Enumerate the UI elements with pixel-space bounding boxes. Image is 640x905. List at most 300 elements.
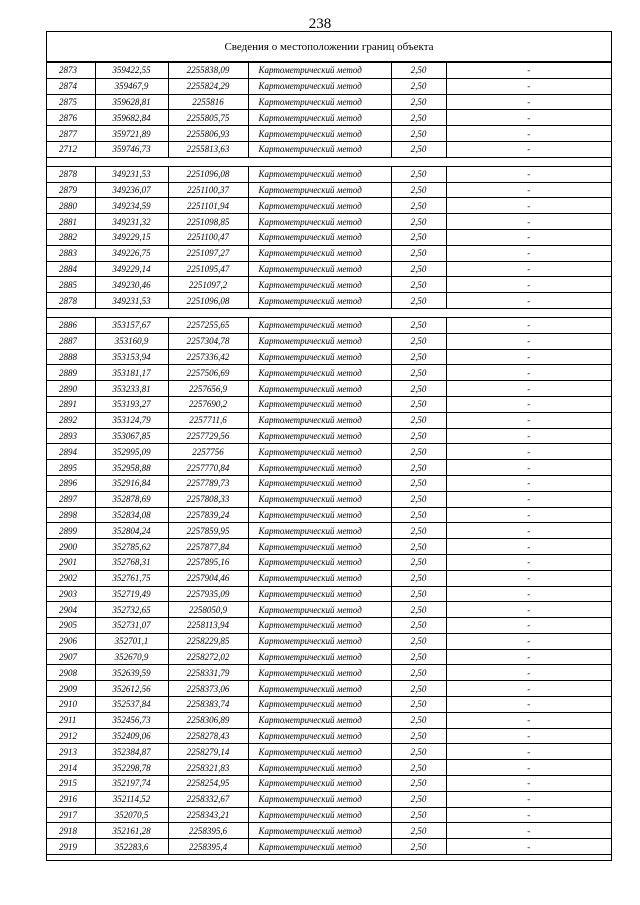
description-cell: -: [446, 523, 611, 539]
accuracy-cell: 2,50: [391, 475, 446, 491]
method-cell: Картометрический метод: [248, 317, 391, 333]
x-coordinate-cell: 359467,9: [95, 78, 168, 94]
point-number-cell: 2911: [47, 712, 95, 728]
description-cell: -: [446, 277, 611, 293]
y-coordinate-cell: 2258395,4: [168, 839, 248, 855]
method-cell: Картометрический метод: [248, 475, 391, 491]
y-coordinate-cell: 2258383,74: [168, 697, 248, 713]
table-row: [47, 539, 611, 555]
description-cell: -: [446, 586, 611, 602]
accuracy-cell: 2,50: [391, 214, 446, 230]
method-cell: Картометрический метод: [248, 293, 391, 309]
x-coordinate-cell: 352639,59: [95, 665, 168, 681]
point-number-cell: 2918: [47, 823, 95, 839]
table-row: [47, 166, 611, 182]
y-coordinate-cell: 2257808,33: [168, 491, 248, 507]
table-row: [47, 776, 611, 792]
point-number-cell: 2892: [47, 412, 95, 428]
y-coordinate-cell: 2258343,21: [168, 807, 248, 823]
table-row: [47, 586, 611, 602]
description-cell: -: [446, 776, 611, 792]
accuracy-cell: 2,50: [391, 602, 446, 618]
x-coordinate-cell: 353160,9: [95, 333, 168, 349]
group-separator-cell: [47, 308, 611, 317]
accuracy-cell: 2,50: [391, 396, 446, 412]
point-number-cell: 2889: [47, 365, 95, 381]
x-coordinate-cell: 352804,24: [95, 523, 168, 539]
x-coordinate-cell: 352719,49: [95, 586, 168, 602]
boundary-points-table: [47, 62, 611, 855]
x-coordinate-cell: 349236,07: [95, 182, 168, 198]
point-number-cell: 2913: [47, 744, 95, 760]
method-cell: Картометрический метод: [248, 460, 391, 476]
x-coordinate-cell: 352197,74: [95, 776, 168, 792]
x-coordinate-cell: 352878,69: [95, 491, 168, 507]
table-row: [47, 618, 611, 634]
method-cell: Картометрический метод: [248, 491, 391, 507]
accuracy-cell: 2,50: [391, 444, 446, 460]
method-cell: Картометрический метод: [248, 586, 391, 602]
y-coordinate-cell: 2257895,16: [168, 554, 248, 570]
description-cell: -: [446, 791, 611, 807]
y-coordinate-cell: 2255806,93: [168, 126, 248, 142]
table-row: [47, 649, 611, 665]
x-coordinate-cell: 353067,85: [95, 428, 168, 444]
y-coordinate-cell: 2257506,69: [168, 365, 248, 381]
accuracy-cell: 2,50: [391, 507, 446, 523]
table-header-title: Сведения о местоположении границ объекта: [47, 32, 611, 62]
point-number-cell: 2908: [47, 665, 95, 681]
accuracy-cell: 2,50: [391, 261, 446, 277]
accuracy-cell: 2,50: [391, 712, 446, 728]
method-cell: Картометрический метод: [248, 839, 391, 855]
table-row: [47, 823, 611, 839]
method-cell: Картометрический метод: [248, 141, 391, 157]
description-cell: -: [446, 460, 611, 476]
description-cell: -: [446, 214, 611, 230]
point-number-cell: 2888: [47, 349, 95, 365]
accuracy-cell: 2,50: [391, 744, 446, 760]
x-coordinate-cell: 349234,59: [95, 198, 168, 214]
point-number-cell: 2874: [47, 78, 95, 94]
y-coordinate-cell: 2257729,56: [168, 428, 248, 444]
point-number-cell: 2905: [47, 618, 95, 634]
point-number-cell: 2903: [47, 586, 95, 602]
method-cell: Картометрический метод: [248, 728, 391, 744]
description-cell: -: [446, 63, 611, 79]
x-coordinate-cell: 352384,87: [95, 744, 168, 760]
accuracy-cell: 2,50: [391, 428, 446, 444]
description-cell: -: [446, 412, 611, 428]
method-cell: Картометрический метод: [248, 697, 391, 713]
y-coordinate-cell: 2257935,09: [168, 586, 248, 602]
method-cell: Картометрический метод: [248, 681, 391, 697]
method-cell: Картометрический метод: [248, 760, 391, 776]
point-number-cell: 2881: [47, 214, 95, 230]
table-row: [47, 333, 611, 349]
group-separator-row: [47, 157, 611, 166]
table-row: [47, 317, 611, 333]
point-number-cell: 2880: [47, 198, 95, 214]
y-coordinate-cell: 2257656,9: [168, 381, 248, 397]
description-cell: -: [446, 166, 611, 182]
accuracy-cell: 2,50: [391, 126, 446, 142]
accuracy-cell: 2,50: [391, 349, 446, 365]
x-coordinate-cell: 352768,31: [95, 554, 168, 570]
table-row: [47, 744, 611, 760]
x-coordinate-cell: 359422,55: [95, 63, 168, 79]
x-coordinate-cell: 352731,07: [95, 618, 168, 634]
description-cell: -: [446, 110, 611, 126]
accuracy-cell: 2,50: [391, 823, 446, 839]
accuracy-cell: 2,50: [391, 198, 446, 214]
table-row: [47, 245, 611, 261]
point-number-cell: 2876: [47, 110, 95, 126]
x-coordinate-cell: 352958,88: [95, 460, 168, 476]
accuracy-cell: 2,50: [391, 760, 446, 776]
y-coordinate-cell: 2251100,37: [168, 182, 248, 198]
x-coordinate-cell: 352161,28: [95, 823, 168, 839]
y-coordinate-cell: 2258395,6: [168, 823, 248, 839]
accuracy-cell: 2,50: [391, 776, 446, 792]
method-cell: Картометрический метод: [248, 349, 391, 365]
description-cell: -: [446, 633, 611, 649]
x-coordinate-cell: 349230,46: [95, 277, 168, 293]
y-coordinate-cell: 2258229,85: [168, 633, 248, 649]
x-coordinate-cell: 359628,81: [95, 94, 168, 110]
table-row: [47, 365, 611, 381]
method-cell: Картометрический метод: [248, 261, 391, 277]
accuracy-cell: 2,50: [391, 586, 446, 602]
accuracy-cell: 2,50: [391, 460, 446, 476]
description-cell: -: [446, 333, 611, 349]
point-number-cell: 2915: [47, 776, 95, 792]
description-cell: -: [446, 475, 611, 491]
y-coordinate-cell: 2251098,85: [168, 214, 248, 230]
method-cell: Картометрический метод: [248, 428, 391, 444]
accuracy-cell: 2,50: [391, 412, 446, 428]
y-coordinate-cell: 2255805,75: [168, 110, 248, 126]
accuracy-cell: 2,50: [391, 681, 446, 697]
accuracy-cell: 2,50: [391, 539, 446, 555]
x-coordinate-cell: 349231,53: [95, 166, 168, 182]
description-cell: -: [446, 261, 611, 277]
description-cell: -: [446, 293, 611, 309]
table-row: [47, 277, 611, 293]
method-cell: Картометрический метод: [248, 63, 391, 79]
x-coordinate-cell: 349231,32: [95, 214, 168, 230]
x-coordinate-cell: 352298,78: [95, 760, 168, 776]
table-row: [47, 78, 611, 94]
method-cell: Картометрический метод: [248, 444, 391, 460]
method-cell: Картометрический метод: [248, 823, 391, 839]
table-row: [47, 523, 611, 539]
y-coordinate-cell: 2255813,63: [168, 141, 248, 157]
accuracy-cell: 2,50: [391, 791, 446, 807]
x-coordinate-cell: 349229,15: [95, 229, 168, 245]
method-cell: Картометрический метод: [248, 94, 391, 110]
y-coordinate-cell: 2251097,27: [168, 245, 248, 261]
method-cell: Картометрический метод: [248, 633, 391, 649]
y-coordinate-cell: 2258113,94: [168, 618, 248, 634]
table-row: [47, 570, 611, 586]
accuracy-cell: 2,50: [391, 381, 446, 397]
y-coordinate-cell: 2257336,42: [168, 349, 248, 365]
x-coordinate-cell: 353153,94: [95, 349, 168, 365]
description-cell: -: [446, 823, 611, 839]
description-cell: -: [446, 602, 611, 618]
x-coordinate-cell: 352070,5: [95, 807, 168, 823]
method-cell: Картометрический метод: [248, 365, 391, 381]
accuracy-cell: 2,50: [391, 141, 446, 157]
point-number-cell: 2896: [47, 475, 95, 491]
table-row: [47, 396, 611, 412]
accuracy-cell: 2,50: [391, 94, 446, 110]
x-coordinate-cell: 352612,56: [95, 681, 168, 697]
description-cell: -: [446, 349, 611, 365]
accuracy-cell: 2,50: [391, 618, 446, 634]
table-row: [47, 110, 611, 126]
description-cell: -: [446, 428, 611, 444]
y-coordinate-cell: 2258331,79: [168, 665, 248, 681]
description-cell: -: [446, 712, 611, 728]
table-row: [47, 214, 611, 230]
description-cell: -: [446, 182, 611, 198]
table-row: [47, 94, 611, 110]
description-cell: -: [446, 381, 611, 397]
method-cell: Картометрический метод: [248, 78, 391, 94]
point-number-cell: 2712: [47, 141, 95, 157]
description-cell: -: [446, 839, 611, 855]
table-row: [47, 126, 611, 142]
table-row: [47, 229, 611, 245]
table-row: [47, 349, 611, 365]
table-row: [47, 507, 611, 523]
method-cell: Картометрический метод: [248, 214, 391, 230]
point-number-cell: 2879: [47, 182, 95, 198]
accuracy-cell: 2,50: [391, 317, 446, 333]
accuracy-cell: 2,50: [391, 229, 446, 245]
method-cell: Картометрический метод: [248, 712, 391, 728]
accuracy-cell: 2,50: [391, 78, 446, 94]
table-row: [47, 760, 611, 776]
x-coordinate-cell: 352995,09: [95, 444, 168, 460]
table-row: [47, 554, 611, 570]
accuracy-cell: 2,50: [391, 365, 446, 381]
method-cell: Картометрический метод: [248, 539, 391, 555]
accuracy-cell: 2,50: [391, 697, 446, 713]
table-row: [47, 198, 611, 214]
accuracy-cell: 2,50: [391, 839, 446, 855]
x-coordinate-cell: 352114,52: [95, 791, 168, 807]
accuracy-cell: 2,50: [391, 491, 446, 507]
table-row: [47, 182, 611, 198]
y-coordinate-cell: 2257789,73: [168, 475, 248, 491]
y-coordinate-cell: 2258321,83: [168, 760, 248, 776]
table-row: [47, 63, 611, 79]
y-coordinate-cell: 2257839,24: [168, 507, 248, 523]
method-cell: Картометрический метод: [248, 126, 391, 142]
x-coordinate-cell: 352537,84: [95, 697, 168, 713]
accuracy-cell: 2,50: [391, 63, 446, 79]
table-row: [47, 261, 611, 277]
y-coordinate-cell: 2251100,47: [168, 229, 248, 245]
point-number-cell: 2878: [47, 166, 95, 182]
x-coordinate-cell: 352283,6: [95, 839, 168, 855]
table-row: [47, 475, 611, 491]
y-coordinate-cell: 2251095,47: [168, 261, 248, 277]
accuracy-cell: 2,50: [391, 182, 446, 198]
x-coordinate-cell: 353193,27: [95, 396, 168, 412]
point-number-cell: 2875: [47, 94, 95, 110]
y-coordinate-cell: 2258279,14: [168, 744, 248, 760]
y-coordinate-cell: 2251101,94: [168, 198, 248, 214]
table-body: [47, 63, 611, 855]
description-cell: -: [446, 126, 611, 142]
point-number-cell: 2907: [47, 649, 95, 665]
method-cell: Картометрический метод: [248, 333, 391, 349]
point-number-cell: 2900: [47, 539, 95, 555]
group-separator-row: [47, 308, 611, 317]
method-cell: Картометрический метод: [248, 182, 391, 198]
table-row: [47, 141, 611, 157]
y-coordinate-cell: 2257877,84: [168, 539, 248, 555]
y-coordinate-cell: 2251097,2: [168, 277, 248, 293]
table-row: [47, 460, 611, 476]
description-cell: -: [446, 649, 611, 665]
y-coordinate-cell: 2257904,46: [168, 570, 248, 586]
accuracy-cell: 2,50: [391, 523, 446, 539]
description-cell: -: [446, 744, 611, 760]
accuracy-cell: 2,50: [391, 110, 446, 126]
accuracy-cell: 2,50: [391, 166, 446, 182]
method-cell: Картометрический метод: [248, 412, 391, 428]
table-row: [47, 728, 611, 744]
x-coordinate-cell: 352916,84: [95, 475, 168, 491]
point-number-cell: 2914: [47, 760, 95, 776]
x-coordinate-cell: 353124,79: [95, 412, 168, 428]
y-coordinate-cell: 2257756: [168, 444, 248, 460]
table-row: [47, 665, 611, 681]
point-number-cell: 2884: [47, 261, 95, 277]
y-coordinate-cell: 2258272,02: [168, 649, 248, 665]
method-cell: Картометрический метод: [248, 523, 391, 539]
x-coordinate-cell: 353233,81: [95, 381, 168, 397]
point-number-cell: 2898: [47, 507, 95, 523]
method-cell: Картометрический метод: [248, 277, 391, 293]
table-row: [47, 293, 611, 309]
x-coordinate-cell: 352834,08: [95, 507, 168, 523]
description-cell: -: [446, 396, 611, 412]
point-number-cell: 2873: [47, 63, 95, 79]
point-number-cell: 2902: [47, 570, 95, 586]
description-cell: -: [446, 665, 611, 681]
accuracy-cell: 2,50: [391, 245, 446, 261]
x-coordinate-cell: 349229,14: [95, 261, 168, 277]
group-separator-cell: [47, 157, 611, 166]
accuracy-cell: 2,50: [391, 649, 446, 665]
point-number-cell: 2912: [47, 728, 95, 744]
description-cell: -: [446, 78, 611, 94]
table-row: [47, 412, 611, 428]
y-coordinate-cell: 2257304,78: [168, 333, 248, 349]
table-row: [47, 712, 611, 728]
method-cell: Картометрический метод: [248, 229, 391, 245]
point-number-cell: 2904: [47, 602, 95, 618]
y-coordinate-cell: 2258332,67: [168, 791, 248, 807]
y-coordinate-cell: 2257859,95: [168, 523, 248, 539]
description-cell: -: [446, 539, 611, 555]
description-cell: -: [446, 760, 611, 776]
page-number: 238: [308, 16, 332, 32]
x-coordinate-cell: 352732,65: [95, 602, 168, 618]
table-row: [47, 602, 611, 618]
method-cell: Картометрический метод: [248, 665, 391, 681]
table-row: [47, 839, 611, 855]
point-number-cell: 2883: [47, 245, 95, 261]
description-cell: -: [446, 697, 611, 713]
description-cell: -: [446, 317, 611, 333]
method-cell: Картометрический метод: [248, 807, 391, 823]
method-cell: Картометрический метод: [248, 618, 391, 634]
y-coordinate-cell: 2255824,29: [168, 78, 248, 94]
accuracy-cell: 2,50: [391, 633, 446, 649]
point-number-cell: 2877: [47, 126, 95, 142]
description-cell: -: [446, 491, 611, 507]
description-cell: -: [446, 807, 611, 823]
accuracy-cell: 2,50: [391, 728, 446, 744]
point-number-cell: 2919: [47, 839, 95, 855]
method-cell: Картометрический метод: [248, 649, 391, 665]
y-coordinate-cell: 2258278,43: [168, 728, 248, 744]
x-coordinate-cell: 349231,53: [95, 293, 168, 309]
point-number-cell: 2886: [47, 317, 95, 333]
accuracy-cell: 2,50: [391, 665, 446, 681]
table-row: [47, 681, 611, 697]
description-cell: -: [446, 94, 611, 110]
table-row: [47, 697, 611, 713]
point-number-cell: 2917: [47, 807, 95, 823]
point-number-cell: 2878: [47, 293, 95, 309]
method-cell: Картометрический метод: [248, 507, 391, 523]
y-coordinate-cell: 2257711,6: [168, 412, 248, 428]
method-cell: Картометрический метод: [248, 198, 391, 214]
x-coordinate-cell: 352761,75: [95, 570, 168, 586]
y-coordinate-cell: 2257690,2: [168, 396, 248, 412]
description-cell: -: [446, 728, 611, 744]
x-coordinate-cell: 349226,75: [95, 245, 168, 261]
point-number-cell: 2891: [47, 396, 95, 412]
method-cell: Картометрический метод: [248, 776, 391, 792]
method-cell: Картометрический метод: [248, 554, 391, 570]
description-cell: -: [446, 141, 611, 157]
y-coordinate-cell: 2258373,06: [168, 681, 248, 697]
method-cell: Картометрический метод: [248, 245, 391, 261]
point-number-cell: 2894: [47, 444, 95, 460]
boundary-table-frame: [46, 31, 612, 861]
description-cell: -: [446, 229, 611, 245]
y-coordinate-cell: 2258306,89: [168, 712, 248, 728]
method-cell: Картометрический метод: [248, 166, 391, 182]
point-number-cell: 2899: [47, 523, 95, 539]
point-number-cell: 2909: [47, 681, 95, 697]
x-coordinate-cell: 359746,73: [95, 141, 168, 157]
table-row: [47, 444, 611, 460]
point-number-cell: 2910: [47, 697, 95, 713]
point-number-cell: 2885: [47, 277, 95, 293]
table-row: [47, 633, 611, 649]
y-coordinate-cell: 2258050,9: [168, 602, 248, 618]
